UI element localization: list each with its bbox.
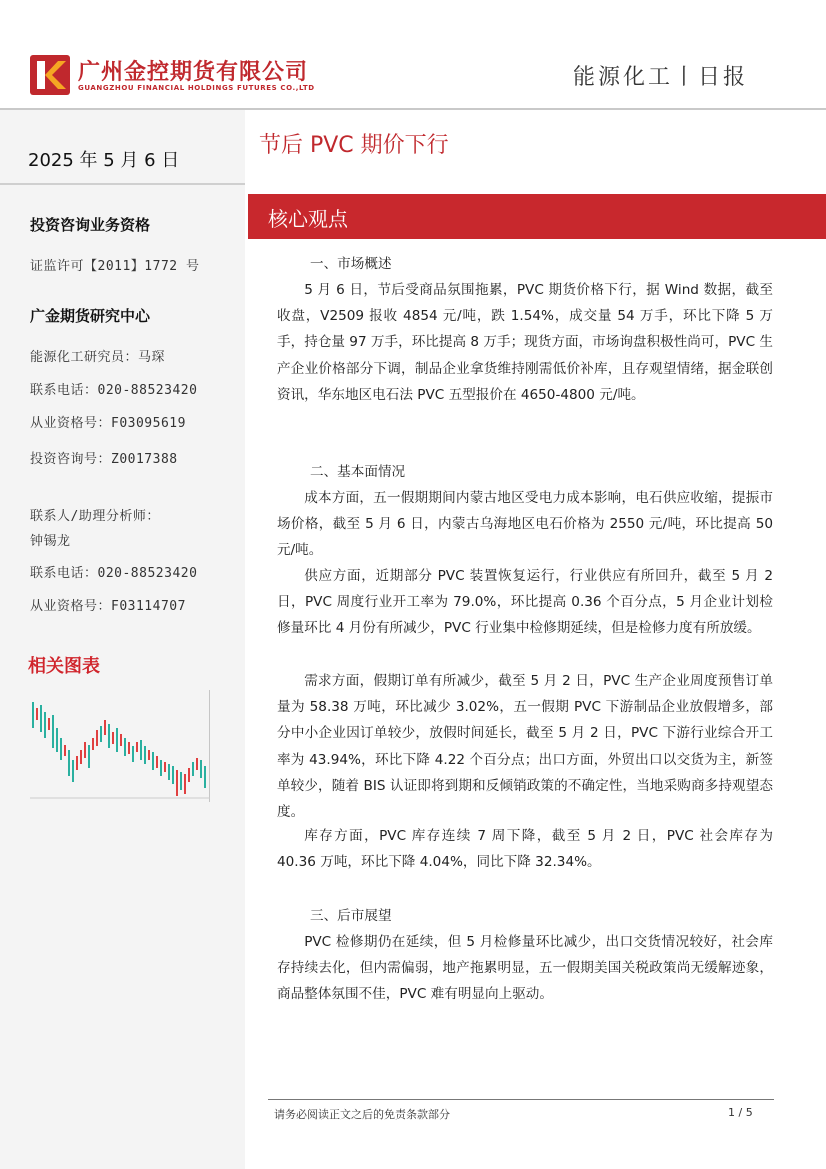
consult-number: 投资咨询号：Z0017388 xyxy=(30,452,178,467)
section3-title: 三、后市展望 xyxy=(310,908,392,924)
core-view-label: 核心观点 xyxy=(268,207,348,231)
researcher: 能源化工研究员：马琛 xyxy=(30,350,166,365)
researcher-phone: 联系电话：020-88523420 xyxy=(30,383,198,398)
section1-title: 一、市场概述 xyxy=(310,256,392,272)
assistant-phone: 联系电话：020-88523420 xyxy=(30,566,198,581)
section2-paragraph-inventory: 库存方面，PVC 库存连续 7 周下降，截至 5 月 2 日，PVC 社会库存为 40.36 万吨，环比下降 4.04%，同比下降 32.34%。 xyxy=(277,828,773,871)
license-number: 证监许可【2011】1772 号 xyxy=(30,259,200,274)
assistant-label: 联系人/助理分析师： xyxy=(30,509,160,524)
company-name-en: GUANGZHOU FINANCIAL HOLDINGS FUTURES CO.,LTD xyxy=(78,84,315,92)
price-chart-thumbnail xyxy=(30,690,210,802)
assistant-cert: 从业资格号：F03114707 xyxy=(30,599,186,614)
qualification-title: 投资咨询业务资格 xyxy=(30,216,151,234)
company-logo-icon xyxy=(30,55,70,95)
assistant-name: 钟锡龙 xyxy=(30,534,71,549)
section2-title: 二、基本面情况 xyxy=(310,464,406,480)
footer-divider xyxy=(268,1099,774,1100)
section3-paragraph: PVC 检修期仍在延续，但 5 月检修量环比减少，出口交货情况较好，社会库存持续去化，但内需偏弱，地产拖累明显，五一假期美国关税政策尚无缓解迹象，商品整体氛围不佳，PVC 难有明显向上驱动。 xyxy=(277,934,773,1003)
company-name-cn: 广州金控期货有限公司 xyxy=(78,60,309,85)
sidebar-divider xyxy=(0,183,245,185)
research-center-title: 广金期货研究中心 xyxy=(30,307,151,325)
researcher-cert: 从业资格号：F03095619 xyxy=(30,416,186,431)
section2-paragraph-supply: 供应方面，近期部分 PVC 装置恢复运行，行业供应有所回升，截至 5 月 2 日，PVC 周度行业开工率为 79.0%，环比提高 0.36 个百分点，5 月企业计划检修量环比 4 月份有所减少，PVC 行业集中检修期延续，但是检修力度有所放缓。 xyxy=(277,568,773,637)
page-number: 1 / 5 xyxy=(728,1106,753,1119)
report-category: 能源化工丨日报 xyxy=(572,65,748,90)
disclaimer-note: 请务必阅读正文之后的免责条款部分 xyxy=(274,1108,450,1121)
related-chart-title: 相关图表 xyxy=(28,656,100,677)
report-date: 2025 年 5 月 6 日 xyxy=(28,150,180,171)
section1-paragraph: 5 月 6 日，节后受商品氛围拖累，PVC 期货价格下行，据 Wind 数据，截至收盘，V2509 报收 4854 元/吨，跌 1.54%，成交量 54 万手，环比下降 5 万手，持仓量 97 万手，环比提高 8 万手；现货方面，市场询盘积极性尚可，PVC 生产企业价格部分下调，制品企业拿货维持刚需低价补库，且存观望情绪，据金联创资讯，华东地区电石法 PVC 五型报价在 4650-4800 元/吨。 xyxy=(277,282,773,403)
section2-paragraph-cost: 成本方面，五一假期期间内蒙古地区受电力成本影响，电石供应收缩，提振市场价格，截至 5 月 6 日，内蒙古乌海地区电石价格为 2550 元/吨，环比提高 50 元/吨。 xyxy=(277,490,773,559)
report-title: 节后 PVC 期价下行 xyxy=(259,133,449,158)
section2-paragraph-demand: 需求方面，假期订单有所减少，截至 5 月 2 日，PVC 生产企业周度预售订单量为 58.38 万吨，环比减少 3.02%，五一假期 PVC 下游制品企业放假增多，部分中小企业因订单较少，放假时间延长，截至 5 月 2 日，PVC 下游行业综合开工率为 43.94%，环比下降 4.22 个百分点；出口方面，外贸出口以交货为主，新签单较少，随着 BIS 认证即将到期和反倾销政策的不确定性，当地采购商多持观望态度。 xyxy=(277,673,773,821)
